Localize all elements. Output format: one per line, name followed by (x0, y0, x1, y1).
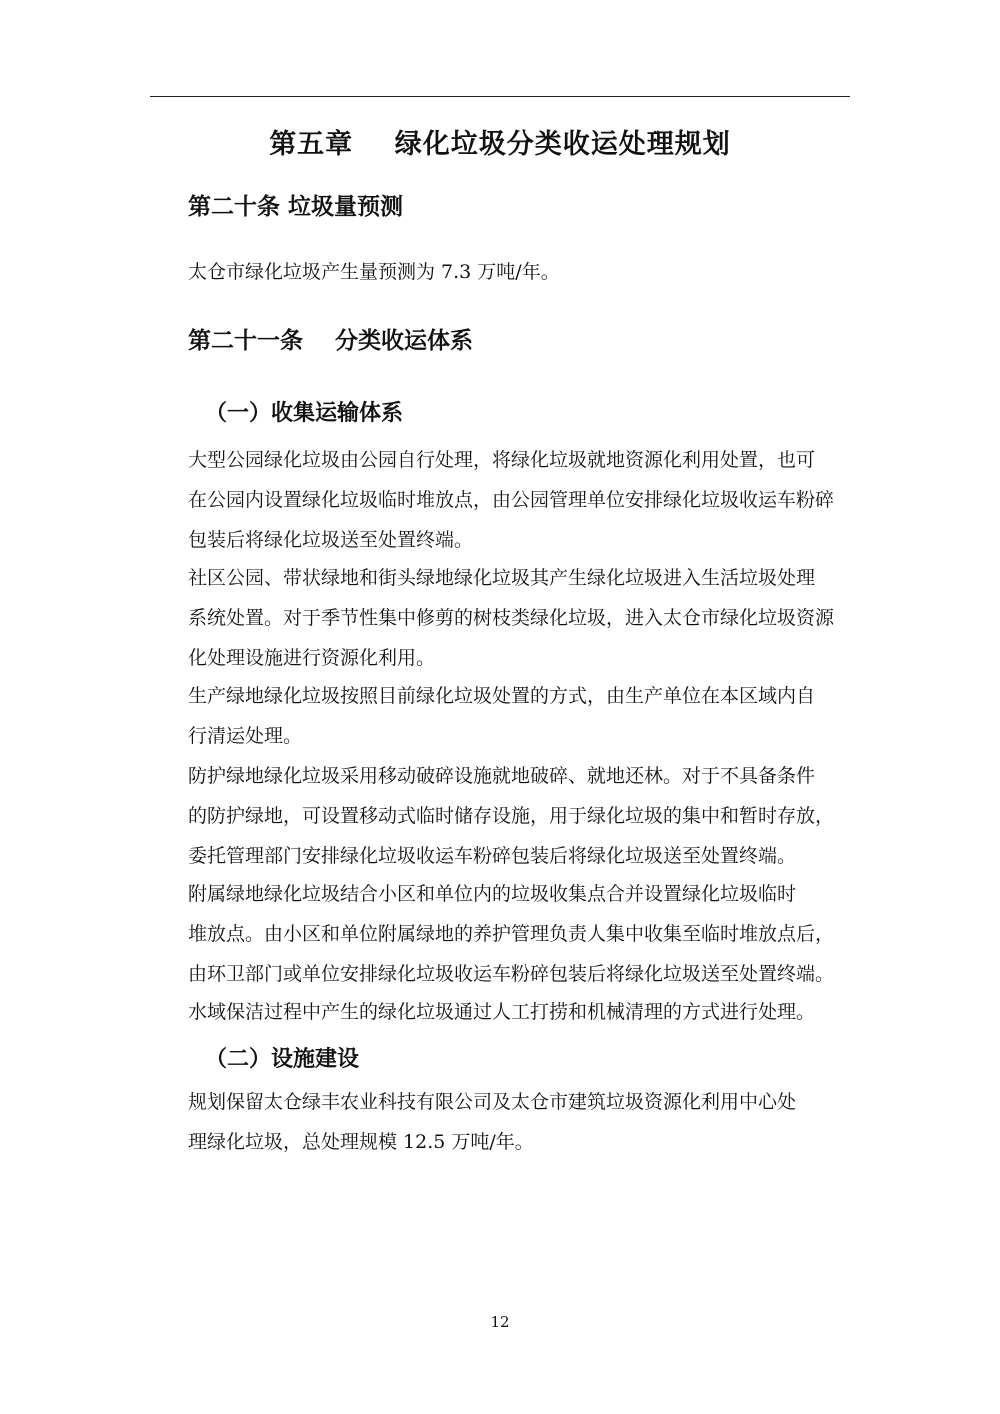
page-number: 12 (490, 1313, 510, 1331)
paragraph-line: 的防护绿地，可设置移动式临时储存设施，用于绿化垃圾的集中和暂时存放， (188, 805, 835, 827)
paragraph-line: 由环卫部门或单位安排绿化垃圾收运车粉碎包装后将绿化垃圾送至处置终端。 (188, 963, 835, 985)
paragraph-facility-planning (188, 1082, 850, 1162)
paragraph-large-parks (188, 440, 850, 560)
paragraph-line: 化处理设施进行资源化利用。 (188, 647, 436, 669)
paragraph-line: 委托管理部门安排绿化垃圾收运车粉碎包装后将绿化垃圾送至处置终端。 (188, 845, 797, 867)
article-21-heading: 第二十一条 分类收运体系 (188, 327, 474, 354)
paragraph-line: 规划保留太仓绿丰农业科技有限公司及太仓市建筑垃圾资源化利用中心处 (188, 1091, 797, 1113)
paragraph-line: 社区公园、带状绿地和街头绿地绿化垃圾其产生绿化垃圾进入生活垃圾处理 (188, 567, 816, 589)
paragraph-affiliated-green (188, 874, 850, 994)
paragraph-line: 行清运处理。 (188, 725, 303, 747)
article-20-heading: 第二十条 垃圾量预测 (188, 193, 404, 220)
paragraph-line: 生产绿地绿化垃圾按照目前绿化垃圾处置的方式，由生产单位在本区域内自 (188, 685, 816, 707)
article-20-text (188, 252, 850, 292)
paragraph-line: 堆放点。由小区和单位附属绿地的养护管理负责人集中收集至临时堆放点后， (188, 923, 835, 945)
paragraph-line: 理绿化垃圾，总处理规模 12.5 万吨/年。 (188, 1131, 534, 1153)
paragraph-line: 在公园内设置绿化垃圾临时堆放点，由公园管理单位安排绿化垃圾收运车粉碎 (188, 489, 835, 511)
section-2-heading: （二）设施建设 (205, 1046, 360, 1072)
paragraph-line: 系统处置。对于季节性集中修剪的树枝类绿化垃圾，进入太仓市绿化垃圾资源 (188, 607, 835, 629)
paragraph-protective-green (188, 756, 850, 876)
section-1-heading: （一）收集运输体系 (205, 400, 404, 426)
paragraph-line: 包装后将绿化垃圾送至处置终端。 (188, 529, 474, 551)
paragraph-line: 水域保洁过程中产生的绿化垃圾通过人工打捞和机械清理的方式进行处理。 (188, 1001, 816, 1023)
header-rule (150, 96, 850, 97)
paragraph-line: 大型公园绿化垃圾由公园自行处理，将绿化垃圾就地资源化利用处置，也可 (188, 449, 816, 471)
paragraph-water-cleaning (188, 992, 850, 1032)
chapter-title: 第五章 绿化垃圾分类收运处理规划 (269, 129, 731, 160)
paragraph-production-green (188, 676, 850, 756)
paragraph-line: 防护绿地绿化垃圾采用移动破碎设施就地破碎、就地还林。对于不具备条件 (188, 765, 816, 787)
paragraph-community-parks (188, 558, 850, 678)
article-20-line: 太仓市绿化垃圾产生量预测为 7.3 万吨/年。 (188, 261, 560, 283)
paragraph-line: 附属绿地绿化垃圾结合小区和单位内的垃圾收集点合并设置绿化垃圾临时 (188, 883, 797, 905)
